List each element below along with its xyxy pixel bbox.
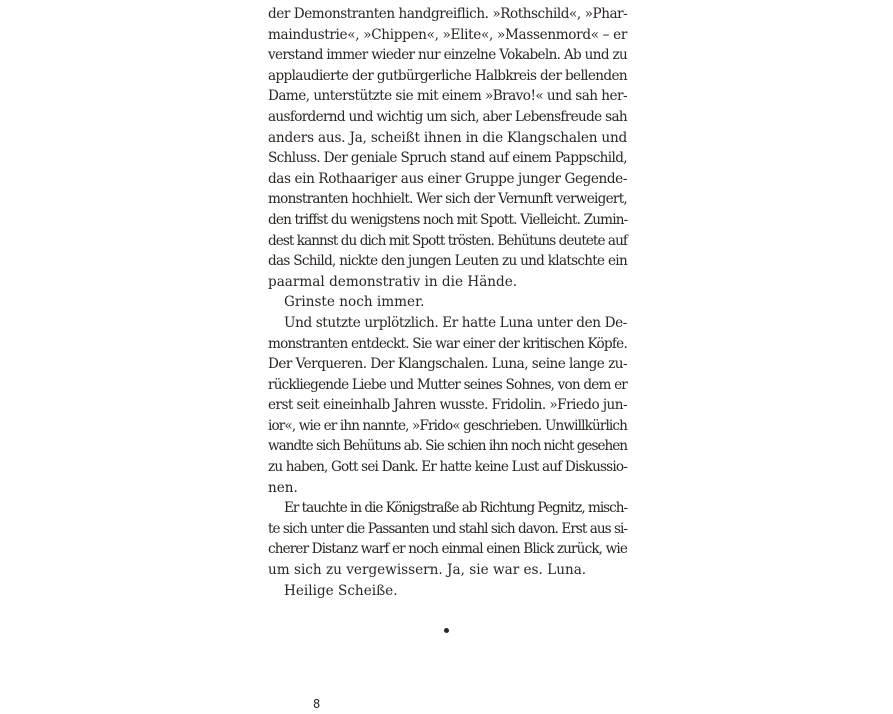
text-line: den triffst du wenigstens noch mit Spott. Vielleicht. Zumin-: [268, 211, 628, 228]
text-line: das ein Rothaariger aus einer Gruppe junger Gegende-: [268, 170, 628, 187]
text-line: monstranten entdeckt. Sie war einer der kritischen Köpfe.: [268, 335, 627, 352]
section-break-dot: [444, 628, 449, 633]
text-line: wandte sich Behütuns ab. Sie schien ihn noch nicht gesehen: [268, 438, 628, 455]
body-text: [268, 4, 627, 601]
text-line: erst seit eineinhalb Jahren wusste. Fridolin. »Friedo jun-: [268, 397, 627, 414]
text-line: Schluss. Der geniale Spruch stand auf einem Pappschild,: [268, 150, 627, 167]
text-line: zu haben, Gott sei Dank. Er hatte keine Lust auf Diskussio-: [268, 459, 627, 476]
text-line: anders aus. Ja, scheißt ihnen in die Klangschalen und: [268, 129, 627, 146]
paragraph-first-line: Grinste noch immer.: [284, 294, 425, 311]
text-line: cherer Distanz warf er noch einmal einen Blick zurück, wie: [268, 541, 627, 558]
text-line: dest kannst du dich mit Spott trösten. Behütuns deutete auf: [268, 232, 627, 249]
text-line: ausfordernd und wichtig um sich, aber Lebensfreude sah: [268, 108, 627, 125]
text-line: te sich unter die Passanten und stahl sich davon. Erst aus si-: [268, 520, 628, 537]
text-line: maindustrie«, »Chippen«, »Elite«, »Massenmord« – er: [268, 26, 628, 43]
text-line: nen.: [268, 479, 298, 496]
text-line: paarmal demonstrativ in die Hände.: [268, 273, 518, 290]
text-line: um sich zu vergewissern. Ja, sie war es. Luna.: [268, 562, 587, 579]
text-line: rückliegende Liebe und Mutter seines Sohnes, von dem er: [268, 376, 627, 393]
text-line: das Schild, nickte den jungen Leuten zu und klatschte ein: [268, 253, 627, 270]
page-number: 8: [313, 697, 321, 711]
text-line: verstand immer wieder nur einzelne Vokabeln. Ab und zu: [268, 47, 628, 64]
text-line: der Demonstranten handgreiflich. »Rothschild«, »Phar-: [268, 6, 628, 22]
paragraph-first-line: Er tauchte in die Königstraße ab Richtung Pegnitz, misch-: [284, 500, 628, 517]
paragraph-first-line: Und stutzte urplötzlich. Er hatte Luna unter den De-: [284, 314, 627, 331]
paragraph-first-line: Heilige Scheiße.: [284, 582, 398, 599]
text-line: Dame, unterstützte sie mit einem »Bravo!« und sah her-: [268, 88, 627, 105]
text-line: ior«, wie er ihn nannte, »Frido« geschrieben. Unwillkürlich: [268, 417, 628, 434]
text-line: applaudierte der gutbürgerliche Halbkreis der bellenden: [268, 67, 628, 84]
text-line: Der Verqueren. Der Klangschalen. Luna, seine lange zu-: [268, 356, 627, 373]
text-line: monstranten hochhielt. Wer sich der Vernunft verweigert,: [268, 191, 628, 208]
